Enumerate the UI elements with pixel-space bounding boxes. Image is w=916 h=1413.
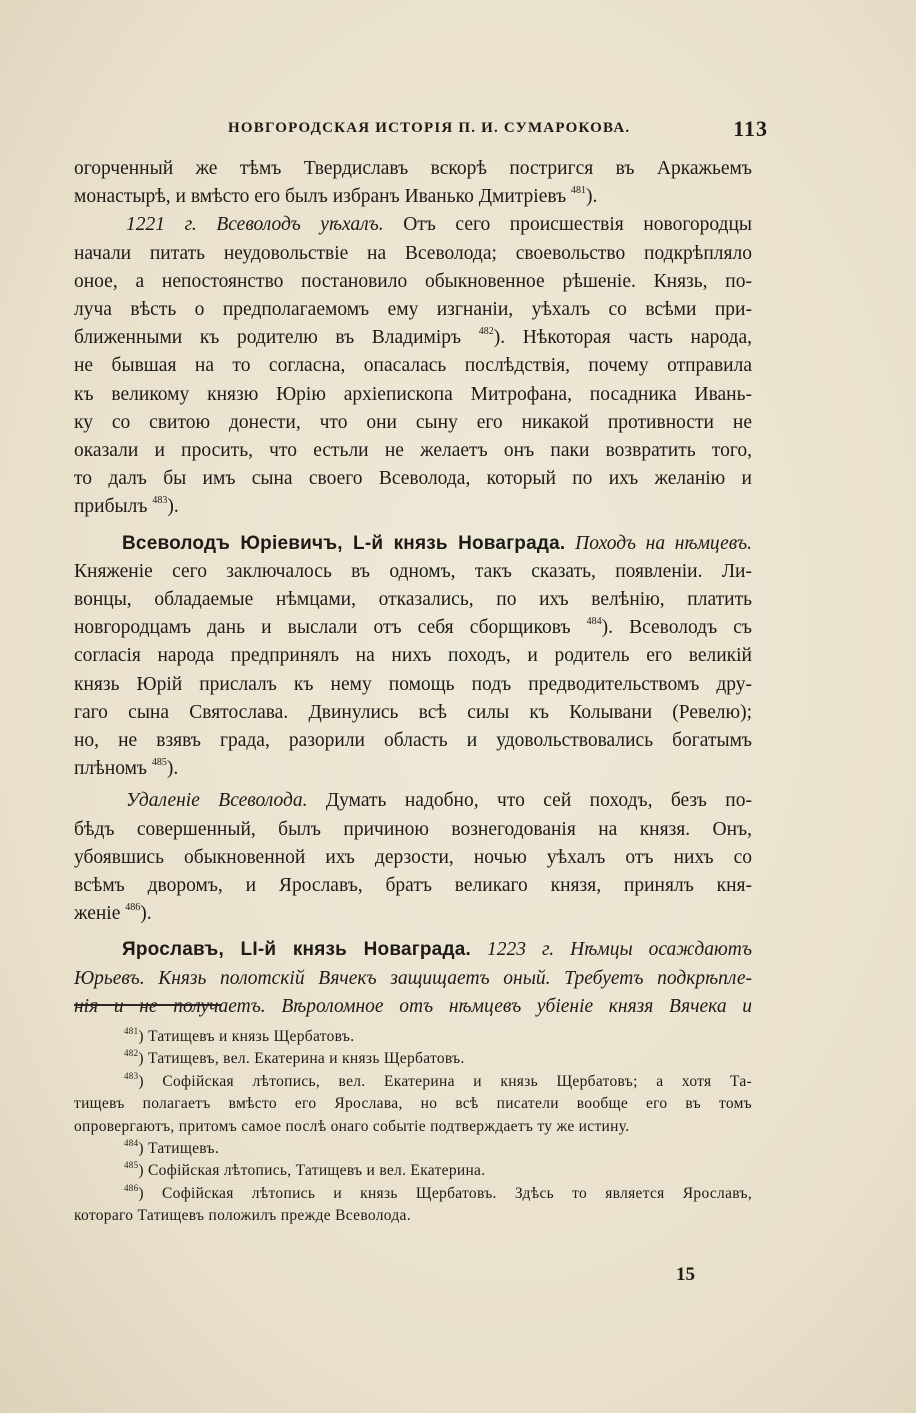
running-head bbox=[78, 116, 768, 142]
body-text bbox=[74, 155, 752, 1021]
section-heading: Ярославъ, LI-й князь Новаграда. bbox=[122, 939, 471, 961]
marginal-heading: Удаленіе Всеволода. bbox=[126, 790, 308, 812]
paragraph-1: огорченный же тѣмъ Твердиславъ вскорѣ постригся въ Аркажьемъ монастырѣ, и вмѣсто его былъ избранъ Иванько Дмитріевъ $^{481}$). bbox=[74, 158, 752, 208]
footnote: $^{485}$) Софійская лѣтопись, Татищевъ и вел. Екатерина. bbox=[124, 1160, 486, 1180]
paragraph-2: 1221 г. Всеволодъ уѣхалъ. Отъ сего происшествія новогородцы начали питать неудовольствіе на Всеволода; своевольство подкрѣпляло оное, а непостоянство постановило обыкновенное рѣшеніе. Князь, по- луча вѣсть о предполагаемомъ ему изгнаніи, уѣхалъ со всѣми при- ближенными къ родителю въ Владиміръ $^{482}$). Нѣкоторая часть народа, не бывшая на то согласна, опасалась послѣдствія, почему отправила къ великому князю Юрію архіепископа Митрофана, посадника Ивань- ку со свитою донести, что они сыну его никакой противности не оказали и просить, что естьли не желаетъ онъ паки возвратить того, то далъ бы имъ сына своего Всеволода, который по ихъ желанію и прибылъ $^{483}$). bbox=[74, 214, 752, 518]
paragraph-3: Всеволодъ Юріевичъ, L-й князь Новаграда. Походъ на нѣмцевъ. Княженіе сего заключалось въ одномъ, такъ сказать, появленіи. Ли- вонцы, обладаемые нѣмцами, отказались, по ихъ велѣнію, платить новгородцамъ дань и выслали отъ себя сборщиковъ $^{484}$). Всеволодъ съ согласія народа предпринялъ на нихъ походъ, и родитель его великій князь Юрій прислалъ къ нему помощь подъ предводительствомъ дру- гаго сына Святослава. Двинулись всѣ силы къ Колывани (Ревелю); но, не взявъ града, разорили область и удовольствовались богатымъ плѣномъ $^{485}$). bbox=[74, 532, 753, 780]
footnote: $^{484}$) Татищевъ. bbox=[124, 1138, 220, 1158]
section-heading: Всеволодъ Юріевичъ, L-й князь Новаграда. bbox=[122, 532, 566, 554]
footnote-rule bbox=[74, 1004, 222, 1006]
marginal-heading: 1221 г. Всеволодъ уѣхалъ. bbox=[126, 214, 384, 236]
footnote: $^{481}$) Татищевъ и князь Щербатовъ. bbox=[124, 1026, 355, 1045]
marginal-heading: Походъ на нѣмцевъ. bbox=[575, 532, 753, 554]
footnote: $^{486}$) Софійская лѣтопись и князь Щербатовъ. Здѣсь то является Ярославъ, котораго Татищевъ положилъ прежде Всеволода. bbox=[74, 1182, 752, 1225]
running-title: НОВГОРОДСКАЯ ИСТОРІЯ П. И. СУМАРОКОВА. bbox=[228, 120, 631, 136]
paragraph-5: Ярославъ, LI-й князь Новаграда. 1223 г. Нѣмцы осаждаютъ Юрьевъ. Князь полотскій Вячекъ защищаетъ оный. Требуетъ подкрѣпле- нія и не получаетъ. Вѣроломное отъ нѣмцевъ убіеніе князя Вячека и bbox=[74, 939, 752, 1017]
footnote: $^{483}$) Софійская лѣтопись, вел. Екатерина и князь Щербатовъ; а хотя Та- тищевъ полагаетъ вмѣсто его Ярослава, но всѣ писатели вообще его въ томъ опровергаютъ, притомъ самое послѣ онаго событіе подтверждаетъ ту же истину. bbox=[74, 1070, 752, 1135]
paragraph-4: Удаленіе Всеволода. Думать надобно, что сей походъ, безъ по- бѣдъ совершенный, былъ причиною вознегодованія на князя. Онъ, убоявшись обыкновенной ихъ дерзости, ночью уѣхалъ отъ нихъ со всѣмъ дворомъ, и Ярославъ, братъ великаго князя, принялъ кня- женіе $^{486}$). bbox=[74, 790, 752, 925]
footnote: $^{482}$) Татищевъ, вел. Екатерина и князь Щербатовъ. bbox=[124, 1048, 465, 1068]
signature-mark: 15 bbox=[676, 1264, 695, 1285]
page-number-top: 113 bbox=[733, 116, 768, 141]
footnotes bbox=[74, 1026, 752, 1228]
